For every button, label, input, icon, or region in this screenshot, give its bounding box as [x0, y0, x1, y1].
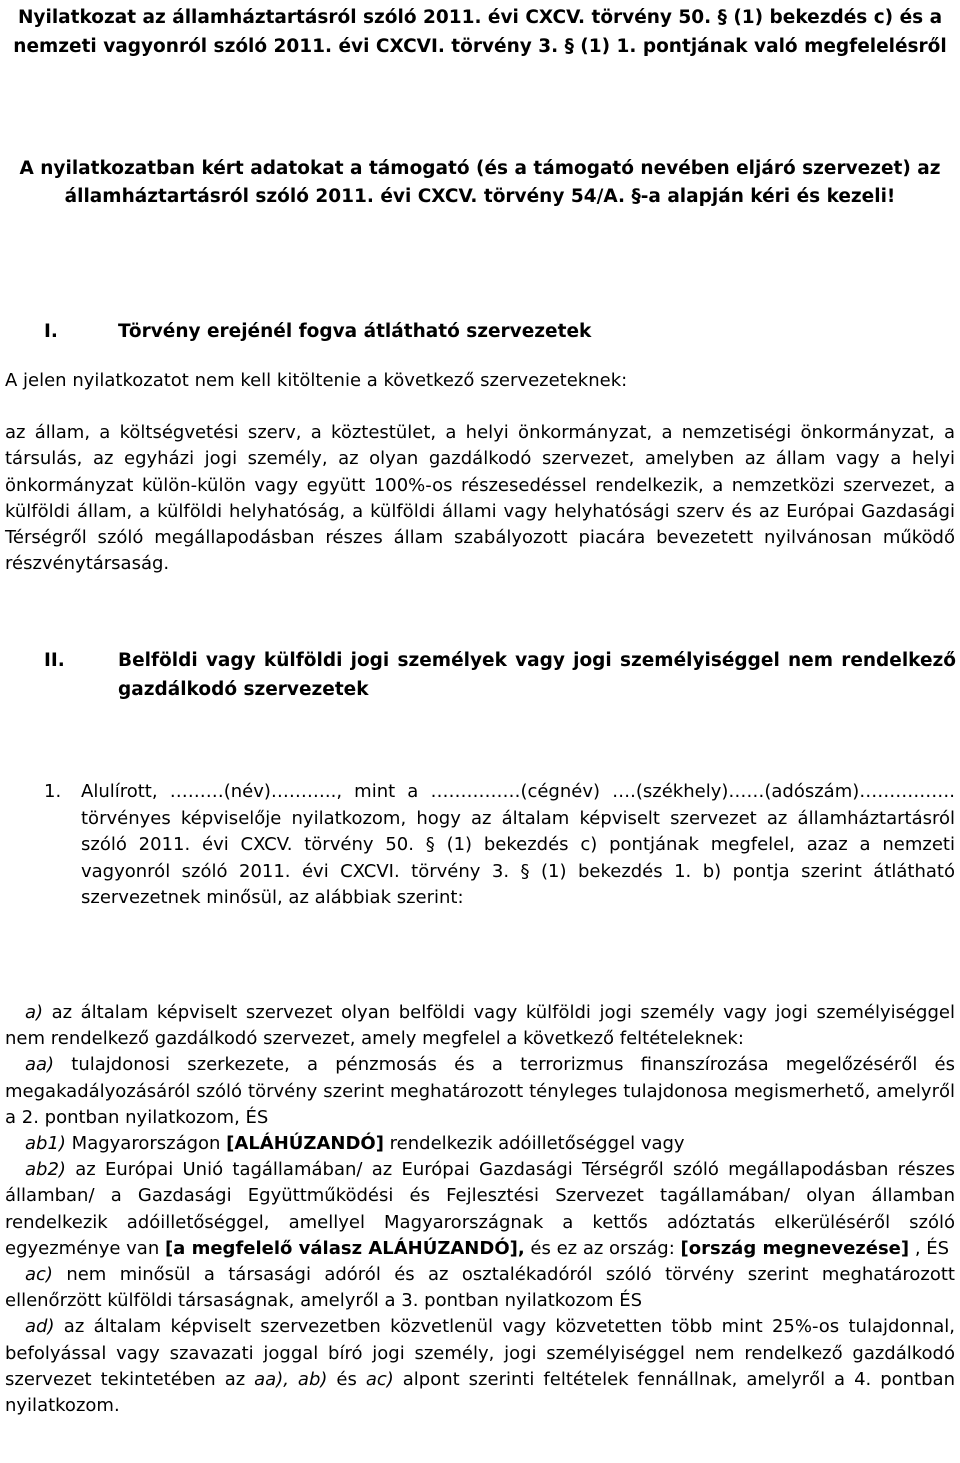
answer-underline-instruction: [a megfelelő válasz ALÁHÚZANDÓ], — [164, 1237, 525, 1259]
country-name-placeholder: [ország megnevezése] — [680, 1237, 910, 1259]
section-2-number: II. — [44, 650, 65, 671]
condition-ad-ref-2: ac) — [365, 1368, 394, 1390]
condition-ad — [5, 1314, 955, 1419]
section-1-heading: Törvény erejénél fogva átlátható szervezetek — [118, 321, 592, 342]
data-handling-notice: A nyilatkozatban kért adatokat a támogató (és a támogató nevében eljáró szervezet) az államháztartásról szóló 2011. évi CXCV. törvény 54/A. §-a alapján kéri és kezeli! — [19, 158, 941, 207]
condition-a — [5, 1000, 955, 1052]
declaration-text: Alulírott, ………(név)……….., mint a ……………(cégnév) ….(székhely)……(adószám)……………. törvényes képviselője nyilatkozom, hogy az általam képviselt szervezet az államháztartásról szóló 2011. évi CXCV. törvény 50. § (1) bekezdés c) pontjának megfelel, azaz a nemzeti vagyonról szóló 2011. évi CXCVI. törvény 3. § (1) bekezdés 1. b) pontja szerint átlátható szervezetnek minősül, az alábbiak szerint: — [81, 781, 955, 908]
document-title: Nyilatkozat az államháztartásról szóló 2011. évi CXCV. törvény 50. § (1) bekezdés c) és a nemzeti vagyonról szóló 2011. évi CXCVI. törvény 3. § (1) 1. pontjának való megfelelésről — [13, 7, 947, 57]
condition-ab1-label: ab1) — [25, 1133, 66, 1155]
section-1-intro: A jelen nyilatkozatot nem kell kitöltenie a következő szervezeteknek: — [5, 370, 628, 391]
section-1-body: az állam, a költségvetési szerv, a köztestület, a helyi önkormányzat, a nemzetiségi önkormányzat, a társulás, az egyházi jogi személy, az olyan gazdálkodó szervezet, amelyben az állam vagy a helyi önkormányzat külön-külön vagy együtt 100%-os részesedéssel rendelkezik, a nemzetközi szervezet, a külföldi állam, a külföldi helyhatóság, a külföldi állami vagy helyhatósági szerv és az Európai Gazdasági Térségről szóló megállapodásban részes állam szabályozott piacára bevezetett nyilvánosan működő részvénytársaság. — [5, 422, 955, 575]
condition-ad-text-mid: és — [327, 1368, 366, 1390]
condition-ab1-text: Magyarországon — [65, 1133, 227, 1155]
section-1-number: I. — [44, 321, 58, 342]
condition-ab2 — [5, 1157, 955, 1262]
condition-ab2-text-end: , ÉS — [909, 1237, 950, 1259]
condition-ad-ref-1: aa), ab) — [254, 1368, 328, 1390]
condition-aa-label: aa) — [25, 1054, 55, 1076]
condition-ad-text: az általam képviselt szervezetben közvetlenül vagy közvetetten több mint 25%-os tulajdonnal, befolyással vagy szavazati joggal bíró jogi személy, jogi személyiséggel nem rendelkező gazdálkodó szervezet tekintetében az — [5, 1316, 955, 1390]
condition-ac-text: nem minősül a társasági adóról és az osztalékadóról szóló törvény szerint meghatározott ellenőrzött külföldi társaságnak, amelyről a 3. pontban nyilatkozom ÉS — [5, 1264, 955, 1312]
condition-ad-label: ad) — [25, 1316, 55, 1338]
condition-ab2-text: az Európai Unió tagállamában/ az Európai Gazdasági Térségről szóló megállapodásban részes államban/ a Gazdasági Együttműködési és Fejlesztési Szervezet tagállamában/ olyan államban rendelkezik adóilletőséggel, amellyel Magyarországnak a kettős adóztatás elkerüléséről szóló egyezménye van — [5, 1159, 955, 1259]
condition-a-label: a) — [25, 1002, 44, 1023]
condition-ab1 — [5, 1131, 955, 1157]
underline-instruction: [ALÁHÚZANDÓ] — [226, 1133, 384, 1155]
condition-aa-text: tulajdonosi szerkezete, a pénzmosás és a terrorizmus finanszírozása megelőzéséről és megakadályozásáról szóló törvény szerint meghatározott tényleges tulajdonosa megismerhető, amelyről a 2. pontban nyilatkozom, ÉS — [5, 1054, 955, 1128]
conditions-list — [5, 1000, 955, 1419]
condition-ab2-label: ab2) — [25, 1159, 66, 1181]
condition-a-text: az általam képviselt szervezet olyan belföldi vagy külföldi jogi személy vagy jogi személyiséggel nem rendelkező gazdálkodó szervezet, amely megfelel a következő feltételeknek: — [5, 1002, 955, 1050]
declaration-point-1 — [44, 779, 955, 912]
declaration-number: 1. — [44, 781, 62, 802]
condition-ab1-text-end: rendelkezik adóilletőséggel vagy — [383, 1133, 685, 1155]
section-2-heading: Belföldi vagy külföldi jogi személyek vagy jogi személyiséggel nem rendelkező gazdálkodó szervezetek — [118, 650, 956, 700]
condition-ab2-text-mid: és ez az ország: — [524, 1237, 681, 1259]
condition-aa — [5, 1052, 955, 1131]
condition-ad-text-end: alpont szerinti feltételek fennállnak, amelyről a 4. pontban nyilatkozom. — [5, 1368, 955, 1417]
condition-ac — [5, 1262, 955, 1314]
condition-ac-label: ac) — [25, 1264, 53, 1286]
